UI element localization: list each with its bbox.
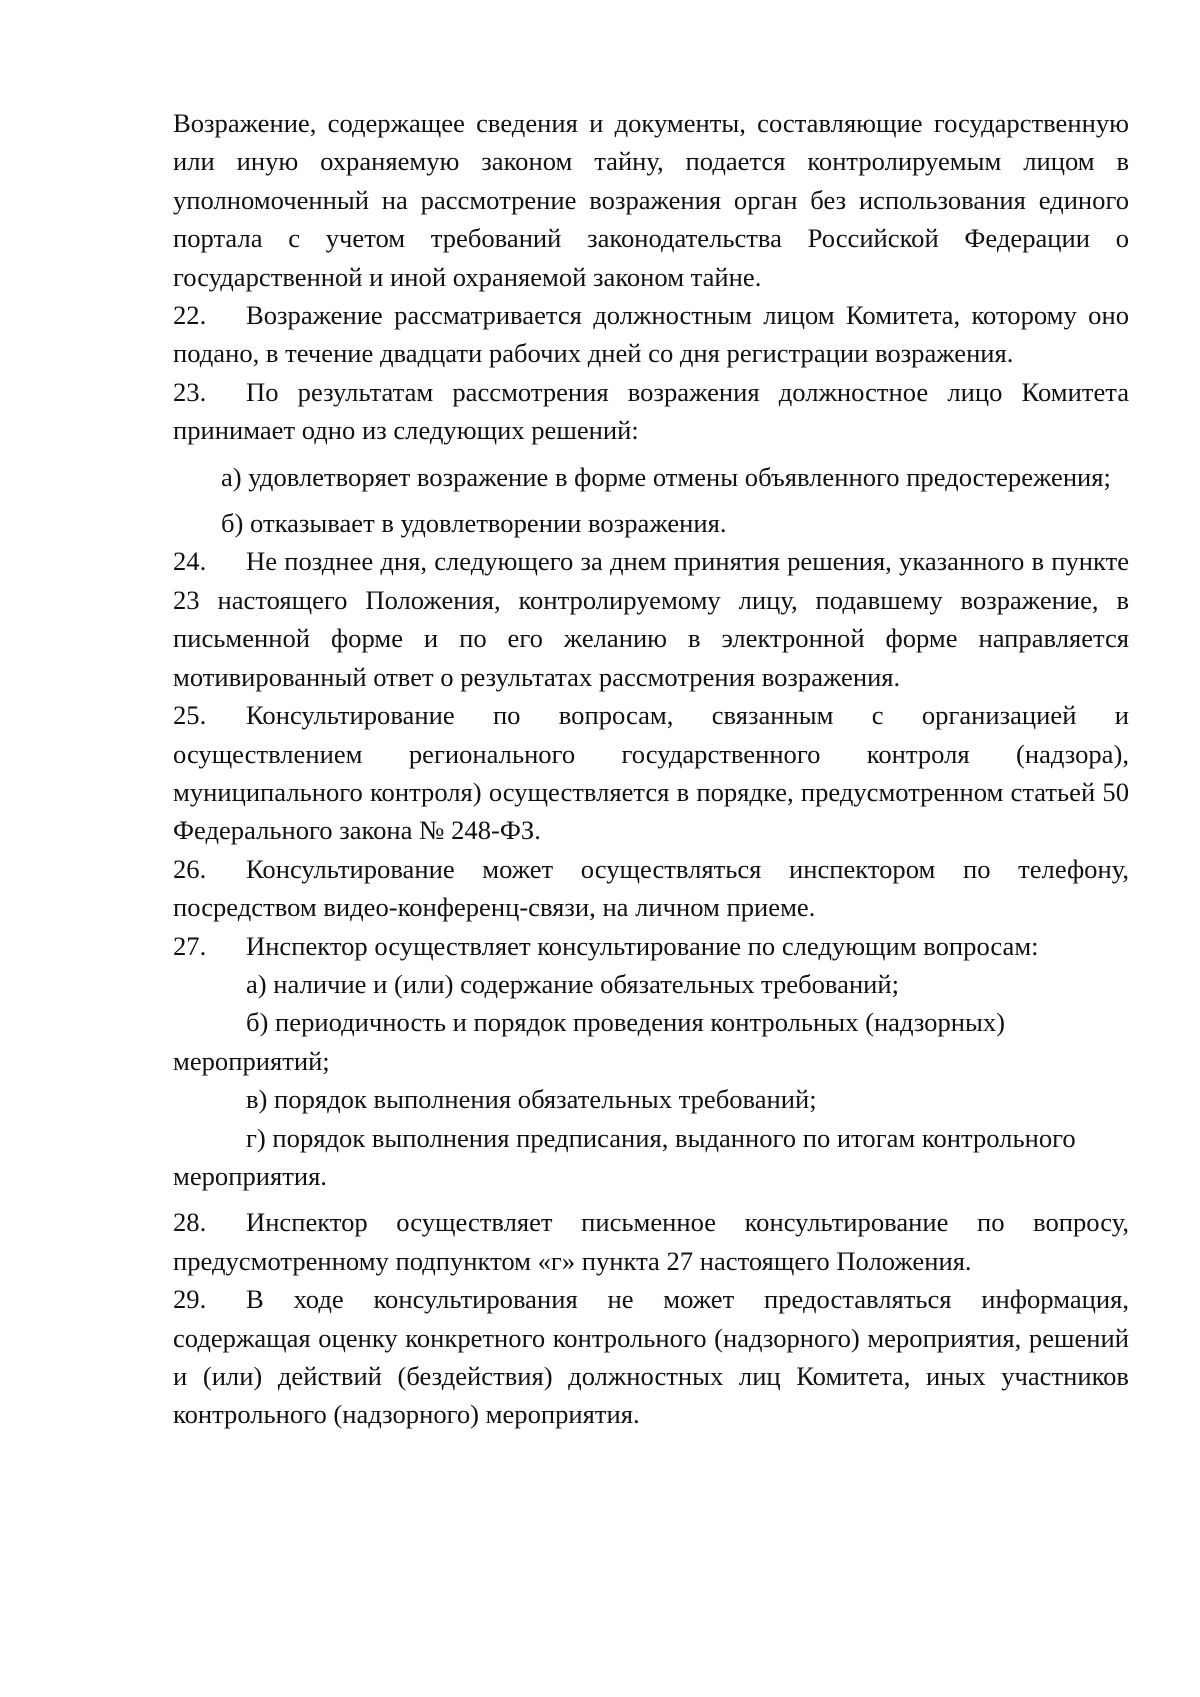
subitem-27-a: а) наличие и (или) содержание обязательных требований;: [246, 968, 900, 999]
paragraph-29: [173, 1280, 1129, 1434]
paragraph-23: [173, 373, 1129, 450]
paragraph-text: В ходе консультирования не может предоставляться информация, содержащая оценку конкретного контрольного (надзорного) мероприятия, решений и (или) действий (бездействия) должностных лиц Комитета, иных участников контрольного (надзорного) мероприятия.: [173, 1284, 1129, 1430]
subitem-23-b: б) отказывает в удовлетворении возражения.: [221, 508, 727, 539]
subitem-27-b: б) периодичность и порядок проведения контрольных (надзорных) мероприятий;: [173, 1007, 1006, 1076]
paragraph-number: 25.: [173, 700, 207, 731]
paragraph-number: 22.: [173, 300, 207, 331]
subitem-27-g: г) порядок выполнения предписания, выданного по итогам контрольного мероприятия.: [173, 1122, 1076, 1191]
paragraph-text: Инспектор осуществляет письменное консультирование по вопросу, предусмотренному подпунктом «г» пункта 27 настоящего Положения.: [173, 1207, 1129, 1276]
paragraph-22: [173, 296, 1129, 373]
paragraph-text: По результатам рассмотрения возражения должностное лицо Комитета принимает одно из следующих решений:: [173, 376, 1129, 446]
paragraph-number: 26.: [173, 853, 207, 884]
paragraph-text: Не позднее дня, следующего за днем принятия решения, указанного в пункте 23 настоящего Положения, контролируемому лицу, подавшему возражение, в письменной форме и по его желанию в электронной форме направляется мотивированный ответ о результатах рассмотрения возражения.: [173, 546, 1129, 692]
paragraph-text: Консультирование может осуществляться инспектором по телефону, посредством видео-конференц-связи, на личном приеме.: [173, 853, 1129, 923]
subitem-27-v: в) порядок выполнения обязательных требований;: [246, 1084, 817, 1115]
paragraph-24: [173, 542, 1129, 696]
paragraph-text: Консультирование по вопросам, связанным с организацией и осуществлением регионального государственного контроля (надзора), муниципального контроля) осуществляется в порядке, предусмотренном статьей 50 Федерального закона № 248-ФЗ.: [173, 700, 1129, 846]
paragraph-26: [173, 850, 1129, 927]
paragraph-number: 29.: [173, 1284, 207, 1315]
paragraph-number: 27.: [173, 930, 207, 961]
paragraph-text: Возражение рассматривается должностным лицом Комитета, которому оно подано, в течение двадцати рабочих дней со дня регистрации возражения.: [173, 300, 1129, 369]
paragraph-intro: Возражение, содержащее сведения и документы, составляющие государственную или иную охраняемую законом тайну, подается контролируемым лицом в уполномоченный на рассмотрение возражения орган без использования единого портала с учетом требований законодательства Российской Федерации о государственной и иной охраняемой законом тайне.: [173, 108, 1129, 292]
paragraph-number: 23.: [173, 376, 207, 407]
paragraph-28: [173, 1203, 1129, 1280]
document-page: [173, 104, 1129, 1434]
paragraph-27: [173, 927, 1129, 965]
subitem-23-a: а) удовлетворяет возражение в форме отмены объявленного предостережения;: [221, 461, 1111, 492]
paragraph-number: 24.: [173, 546, 207, 577]
paragraph-25: [173, 696, 1129, 850]
paragraph-text: Инспектор осуществляет консультирование по следующим вопросам:: [246, 930, 1039, 961]
paragraph-number: 28.: [173, 1207, 207, 1238]
